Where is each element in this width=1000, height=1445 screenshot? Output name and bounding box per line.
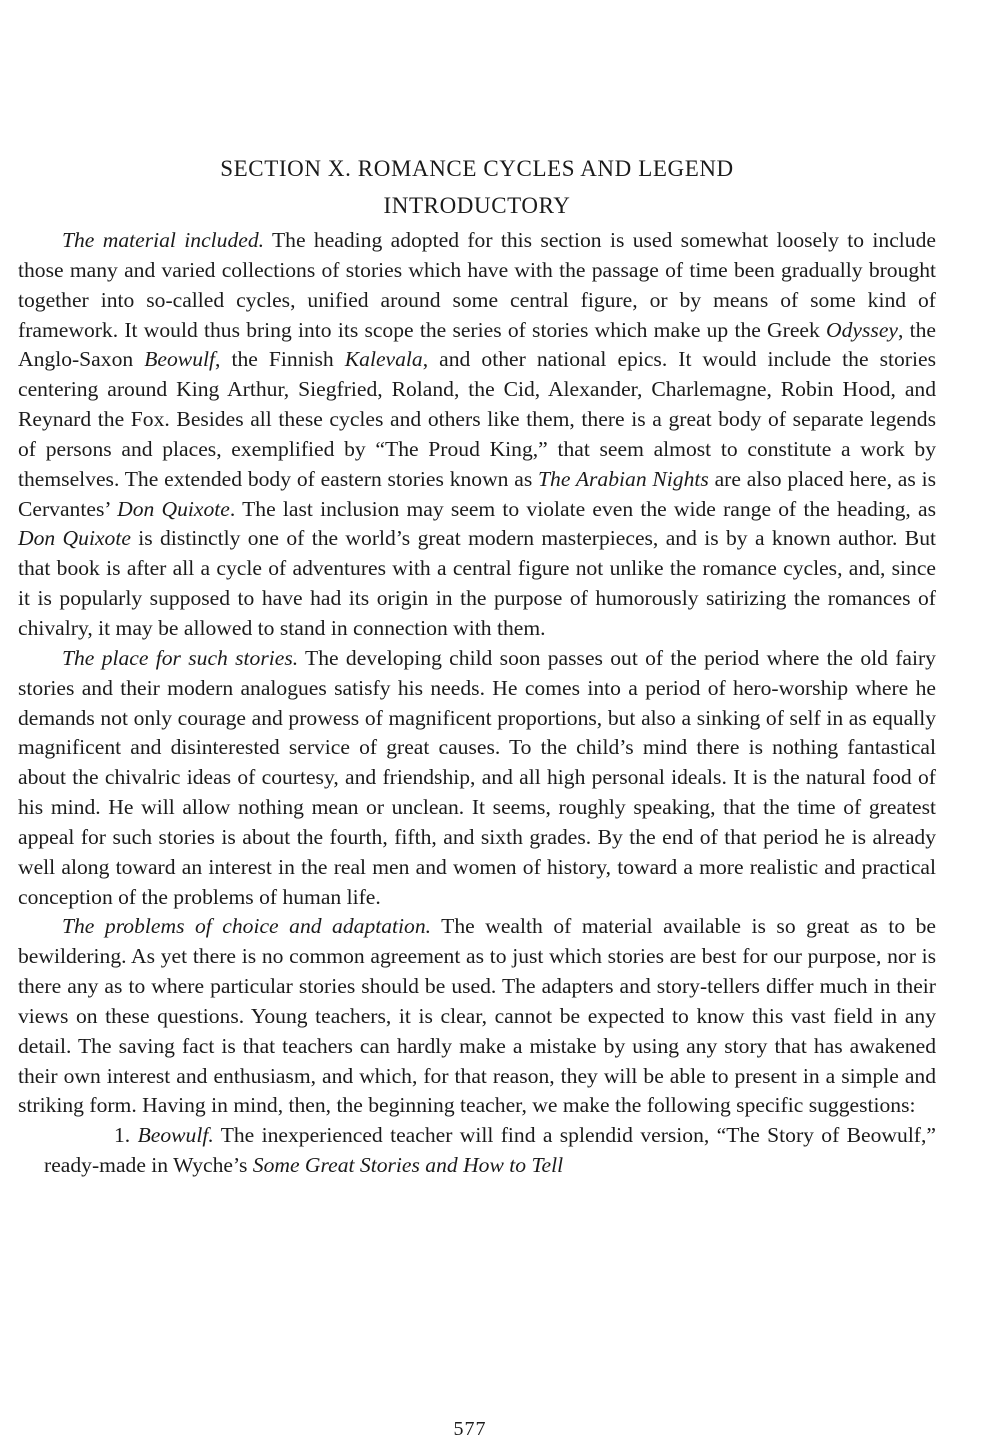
italic-title: Kalevala — [344, 347, 423, 372]
page-body — [18, 150, 936, 1181]
text-run: The inexperienced teacher will find a splendid version, “The Story of Beowulf,” ready-made in Wyche’s — [44, 1123, 936, 1178]
paragraph-problems-of-choice — [18, 912, 936, 1121]
italic-title: Don Quixote — [117, 496, 230, 521]
list-item-beowulf — [18, 1121, 936, 1181]
paragraph-material-included — [18, 226, 936, 644]
list-item-number: 1. — [114, 1123, 131, 1148]
text-run: . The last inclusion may seem to violate even the wide range of the heading, as — [229, 496, 936, 521]
text-run: , the Anglo-Saxon — [18, 317, 936, 372]
text-run: The developing child soon passes out of the period where the old fairy stories and their modern analogues satisfy his needs. He comes into a period of hero-worship where he demands not only courage and prowess of magnificent proportions, but also a sinking of self in as equally magnificent and disinterested service of great causes. To the child’s mind there is nothing fantastical about the chivalric ideas of courtesy, and friendship, and all high personal ideals. It is the natural food of his mind. He will allow nothing mean or unclean. It seems, roughly speaking, that the time of greatest appeal for such stories is about the fourth, fifth, and sixth grades. By the end of that period he is already well along toward an interest in the real men and women of history, toward a more realistic and practical conception of the problems of human life. — [18, 645, 936, 909]
italic-title: Don Quixote — [18, 526, 131, 551]
text-run: , and other national epics. It would include the stories centering around King Arthur, Siegfried, Roland, the Cid, Alexander, Charlemagne, Robin Hood, and Reynard the Fox. Besides all these cycles and others like them, there is a great body of separate legends of persons and places, exemplified by “The Proud King,” that seem almost to constitute a work by themselves. The extended body of eastern stories known as — [18, 347, 936, 491]
text-run: are also placed here, as is Cervantes’ — [18, 466, 936, 521]
paragraph-text — [18, 914, 936, 1117]
text-run: The wealth of material available is so great as to be bewildering. As yet there is no common agreement as to just which stories are best for our purpose, nor is there any as to where particular stories should be used. The adapters and story-tellers differ much in their views on these questions. Young teachers, it is clear, cannot be expected to know this vast field in any detail. The saving fact is that teachers can hardly make a mistake by using any story that has awakened their own interest and enthusiasm, and which, for that reason, they will be able to present in a simple and striking form. Having in mind, then, the beginning teacher, we make the following specific suggestions: — [18, 914, 937, 1118]
list-item-heading: Beowulf. — [137, 1123, 214, 1148]
paragraph-heading: The place for such stories. — [62, 645, 299, 670]
section-title: SECTION X. ROMANCE CYCLES AND LEGEND — [220, 156, 734, 181]
text-run: , the Finnish — [215, 347, 345, 372]
italic-title: Odyssey — [826, 317, 898, 342]
italic-title: The Arabian Nights — [538, 466, 709, 491]
paragraph-text — [18, 228, 936, 640]
page-number: 577 — [453, 1418, 487, 1440]
text-run: is distinctly one of the world’s great modern masterpieces, and is by a known author. But that book is after all a cycle of adventures with a central figure not unlike the romance cycles, and, since it is popularly supposed to have had its origin in the purpose of humorously satirizing the romances of chivalry, it may be allowed to stand in connection with them. — [18, 526, 936, 640]
paragraph-heading: The material included. — [62, 228, 265, 252]
italic-title: Beowulf — [144, 347, 215, 372]
italic-title: Some Great Stories and How to Tell — [252, 1153, 564, 1178]
text-run: The heading adopted for this section is used somewhat loosely to include those many and varied collections of stories which have with the passage of time been gradually brought together into so-called cycles, unified around some central figure, or by means of some kind of framework. It would thus bring into its scope the series of stories which make up the Greek — [18, 228, 936, 342]
paragraph-heading: The problems of choice and adaptation. — [62, 914, 432, 939]
paragraph-text — [18, 646, 936, 909]
paragraph-place-for-such-stories — [18, 644, 936, 913]
introductory-heading: INTRODUCTORY — [383, 193, 571, 218]
